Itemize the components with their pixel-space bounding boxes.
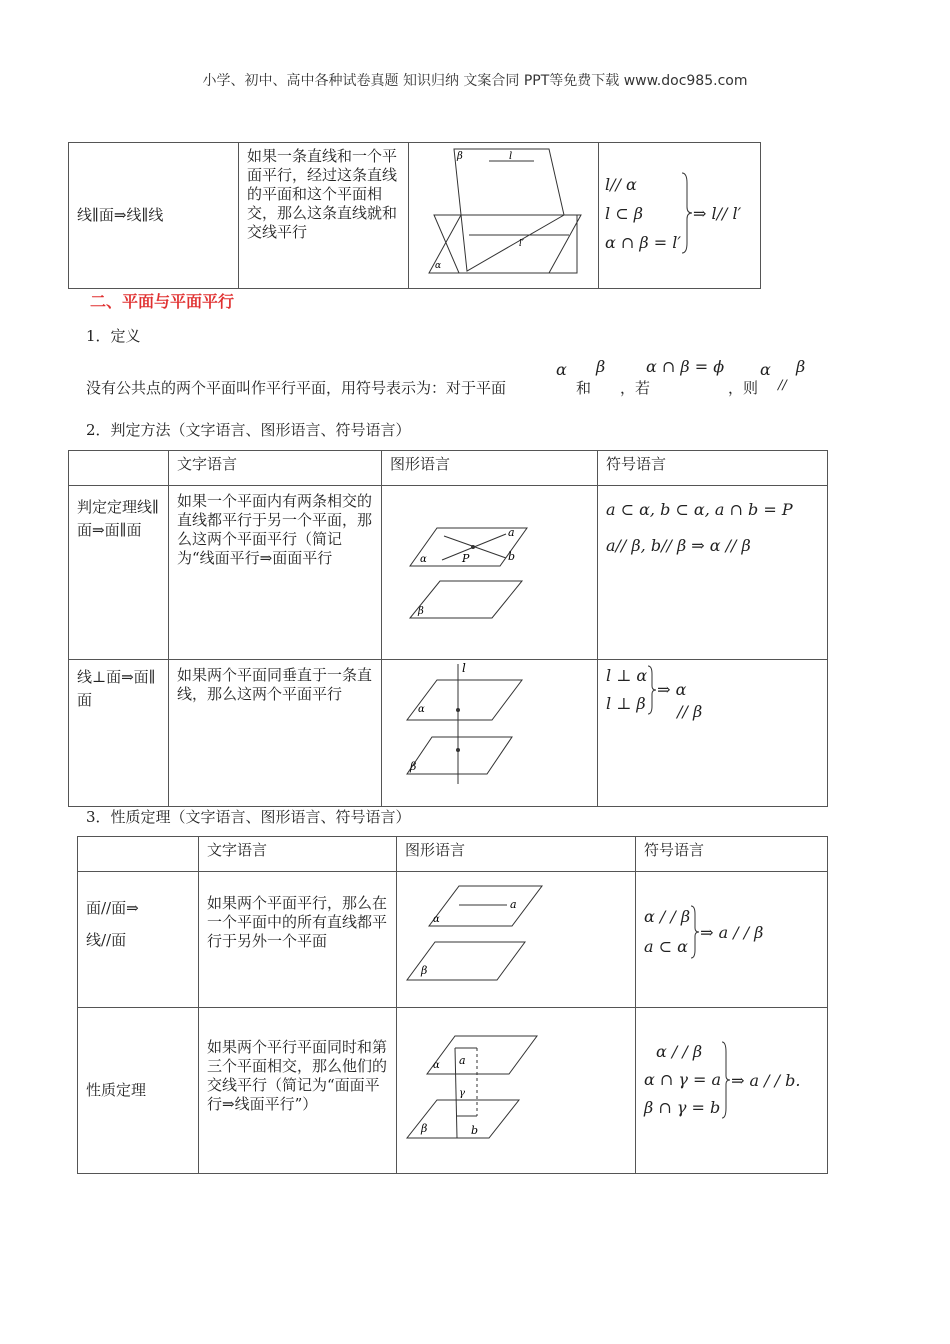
judge-row-2-sym2: l ⊥ β xyxy=(606,694,646,713)
prop-row-2-result: ⇒ a / / b. xyxy=(731,1070,801,1090)
brace-icon xyxy=(681,171,693,255)
fig-label-alpha: α xyxy=(433,914,440,925)
prop-row-2-figure xyxy=(397,1008,636,1174)
def-cond: α ∩ β = ϕ xyxy=(646,357,725,376)
prop-header-0 xyxy=(78,837,199,872)
three-plane-figure xyxy=(397,1008,635,1168)
judge-row-2-label: 线⊥面⇒面∥面 xyxy=(69,660,169,807)
fig-label-beta: β xyxy=(457,151,463,162)
prop-row-1-label xyxy=(78,872,199,1008)
fig-label-alpha: α xyxy=(435,261,442,271)
judge-row-2-result2: // β xyxy=(677,702,703,721)
fig-label-beta: β xyxy=(421,964,428,977)
prop-row-2-label: 性质定理 xyxy=(78,1008,199,1174)
brace-icon xyxy=(647,662,657,718)
plane-plane-figure-2 xyxy=(382,660,597,801)
judge-row-1-sym2: a// β, b// β ⇒ α // β xyxy=(606,536,751,555)
fig-label-P: P xyxy=(462,552,470,565)
prop-row-2-sym3: β ∩ γ = b xyxy=(644,1098,721,1117)
prop-header-2: 图形语言 xyxy=(397,837,636,872)
judge-row-2-sym1: l ⊥ α xyxy=(606,666,648,685)
judge-table xyxy=(68,450,828,807)
judge-row-2-symbols xyxy=(598,660,828,807)
def-alpha: α xyxy=(556,360,567,379)
fig-label-a: a xyxy=(508,526,515,539)
prop-heading: 3．性质定理（文字语言、图形语言、符号语言） xyxy=(86,808,411,826)
judge-header-0 xyxy=(69,451,169,486)
fig-label-gamma: γ xyxy=(459,1088,465,1099)
top-row-figure xyxy=(409,143,599,289)
fig-label-alpha: α xyxy=(418,704,425,715)
judge-row-2-result: ⇒ α xyxy=(657,680,687,699)
judge-row-2-text: 如果两个平面同垂直于一条直线，那么这两个平面平行 xyxy=(169,660,382,807)
plane-line-figure xyxy=(397,872,635,1002)
fig-label-b: b xyxy=(508,550,516,563)
def-if: ，若 xyxy=(620,379,651,397)
prop-header-1: 文字语言 xyxy=(199,837,397,872)
def-alpha2: α xyxy=(760,360,771,379)
prop-table xyxy=(77,836,828,1174)
judge-row-1-figure xyxy=(382,486,598,660)
prop-row-1-symbols xyxy=(636,872,828,1008)
judge-heading: 2．判定方法（文字语言、图形语言、符号语言） xyxy=(86,421,411,439)
prop-row-2-sym1: α / / β xyxy=(656,1042,703,1061)
judge-header-2: 图形语言 xyxy=(382,451,598,486)
prop-row-1-sym1: α / / β xyxy=(644,907,691,926)
judge-row-2-figure xyxy=(382,660,598,807)
page-header: 小学、初中、高中各种试卷真题 知识归纳 文案合同 PPT等免费下载 www.doc985.com xyxy=(202,73,748,89)
fig-label-l: l xyxy=(462,661,466,675)
prop-row-1-figure xyxy=(397,872,636,1008)
brace-icon xyxy=(690,902,700,962)
sym-line-2: l ⊂ β xyxy=(605,203,643,223)
fig-label-l: l xyxy=(509,151,513,162)
judge-row-1-label: 判定定理线∥面⇒面∥面 xyxy=(69,486,169,660)
fig-label-a: a xyxy=(510,898,517,911)
def-beta2: β xyxy=(796,357,806,376)
line-plane-figure xyxy=(409,143,599,283)
judge-row-1-symbols xyxy=(598,486,828,660)
top-row-result: ⇒ l// l′ xyxy=(692,203,742,223)
def-heading: 1．定义 xyxy=(86,327,141,345)
section-title: 二、平面与平面平行 xyxy=(90,292,235,311)
judge-row-1-sym1: a ⊂ α, b ⊂ α, a ∩ b = P xyxy=(606,500,793,519)
fig-label-beta: β xyxy=(421,1122,428,1135)
prop-row-2-sym2: α ∩ γ = a xyxy=(644,1070,722,1089)
fig-label-beta: β xyxy=(418,606,424,617)
sym-line-1: l// α xyxy=(605,174,637,194)
prop-row-2-symbols xyxy=(636,1008,828,1174)
prop-row-2-text: 如果两个平行平面同时和第三个平面相交，那么他们的交线平行（简记为“面面平行⇒线面平行”） xyxy=(199,1008,397,1174)
prop-row-1-result: ⇒ a / / β xyxy=(700,922,764,942)
judge-header-3: 符号语言 xyxy=(598,451,828,486)
fig-label-alpha: α xyxy=(433,1060,440,1071)
prop-row-1-label2: 线//面 xyxy=(86,931,127,949)
fig-label-lp: l′ xyxy=(519,239,524,249)
prop-header-3: 符号语言 xyxy=(636,837,828,872)
fig-label-alpha: α xyxy=(420,554,427,565)
plane-plane-figure-1 xyxy=(382,486,597,654)
top-table xyxy=(68,142,761,289)
def-par: // xyxy=(778,378,787,393)
fig-label-b: b xyxy=(471,1124,479,1137)
def-beta: β xyxy=(596,357,606,376)
def-and: 和 xyxy=(576,379,592,397)
top-row-label: 线∥面⇒线∥线 xyxy=(69,143,239,289)
def-text: 没有公共点的两个平面叫作平行平面，用符号表示为：对于平面 xyxy=(86,379,507,397)
fig-label-beta: β xyxy=(410,760,417,773)
top-row-text: 如果一条直线和一个平面平行，经过这条直线的平面和这个平面相交，那么这条直线就和交线平行 xyxy=(239,143,409,289)
brace-icon xyxy=(721,1038,731,1122)
def-then: ，则 xyxy=(728,379,759,397)
prop-row-1-sym2: a ⊂ α xyxy=(644,937,688,956)
sym-line-3: α ∩ β = l′ xyxy=(605,232,681,252)
fig-label-a: a xyxy=(459,1054,466,1067)
top-row-symbols xyxy=(599,143,761,289)
prop-row-1-text: 如果两个平面平行，那么在一个平面中的所有直线都平行于另外一个平面 xyxy=(199,872,397,1008)
prop-row-1-label1: 面//面⇒ xyxy=(86,899,139,917)
judge-header-1: 文字语言 xyxy=(169,451,382,486)
judge-row-1-text: 如果一个平面内有两条相交的直线都平行于另一个平面，那么这两个平面平行（简记为“线面平行⇒面面平行 xyxy=(169,486,382,660)
